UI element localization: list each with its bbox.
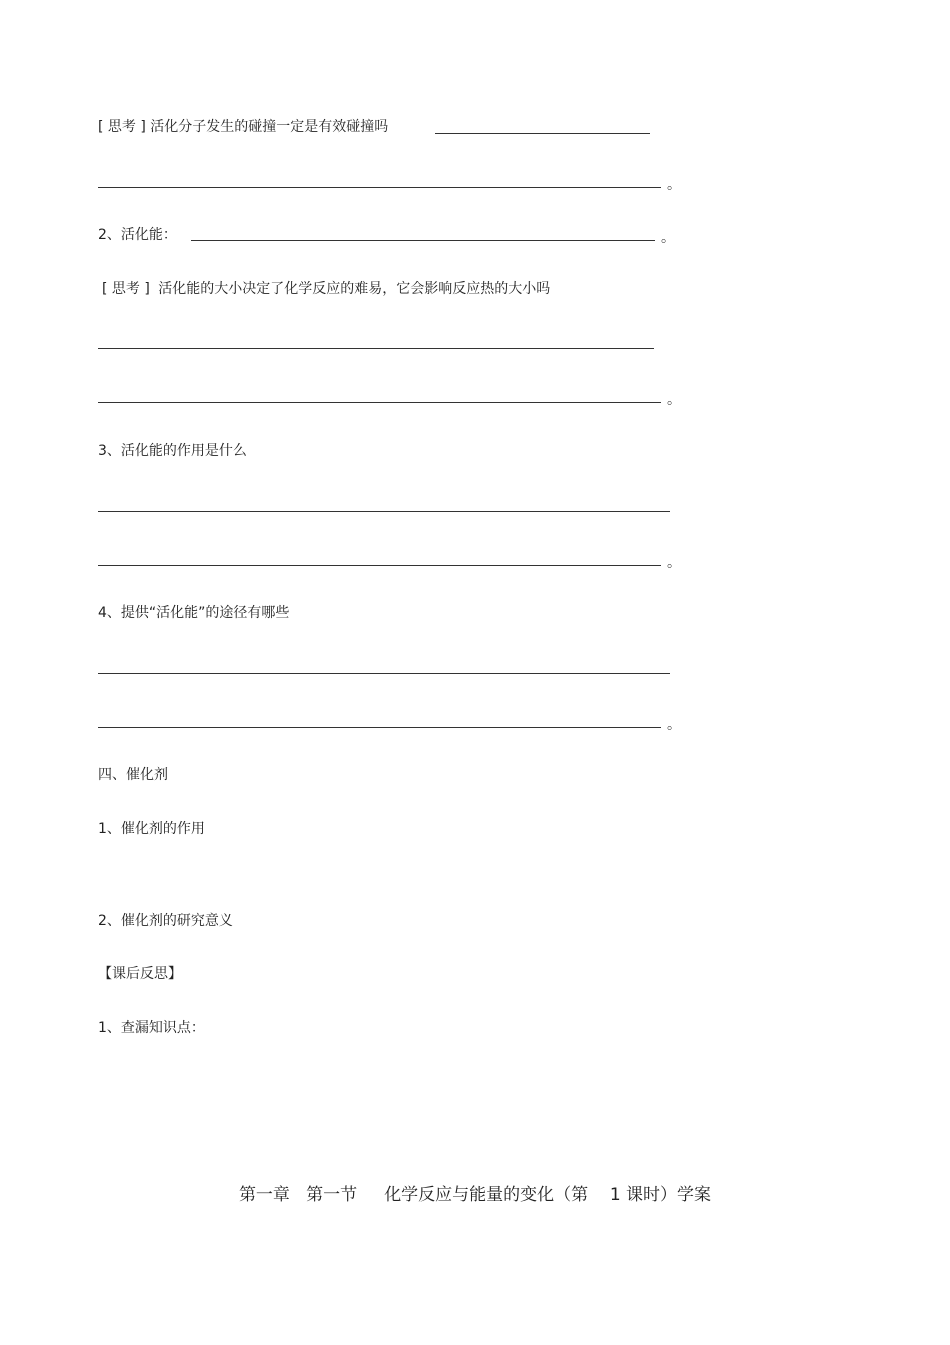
question-activation-sources: 4、提供“活化能”的途径有哪些 — [98, 605, 290, 621]
reflection-check-item: 1、查漏知识点： — [98, 1020, 205, 1036]
answer-blank[interactable] — [98, 348, 654, 349]
answer-blank[interactable] — [98, 511, 670, 512]
period-mark: 。 — [667, 392, 681, 408]
footer-section: 第一节 — [306, 1185, 358, 1205]
think-question-2 — [102, 280, 550, 298]
catalyst-significance-item: 2、催化剂的研究意义 — [98, 913, 233, 929]
catalyst-role-item: 1、催化剂的作用 — [98, 821, 205, 837]
answer-blank[interactable] — [435, 133, 650, 134]
period-mark: 。 — [667, 717, 681, 733]
period-mark: 。 — [667, 177, 681, 193]
answer-blank[interactable] — [98, 187, 661, 188]
footer-lesson: 1 课时）学案 — [609, 1185, 712, 1205]
answer-blank[interactable] — [191, 240, 655, 241]
period-mark: 。 — [667, 555, 681, 571]
page-footer-title — [0, 1184, 950, 1206]
answer-blank[interactable] — [98, 673, 670, 674]
answer-blank[interactable] — [98, 402, 661, 403]
footer-chapter: 第一章 — [238, 1185, 290, 1205]
think-question-1 — [98, 118, 388, 136]
think-bracket: [ 思考 ] — [102, 281, 150, 297]
reflection-title: 【课后反思】 — [98, 966, 182, 982]
footer-topic: 化学反应与能量的变化（第 — [384, 1185, 589, 1205]
section-title-catalyst: 四、催化剂 — [98, 767, 168, 783]
answer-blank[interactable] — [98, 565, 661, 566]
think-text: 活化分子发生的碰撞一定是有效碰撞吗 — [150, 119, 389, 135]
answer-blank[interactable] — [98, 727, 661, 728]
question-activation-role: 3、活化能的作用是什么 — [98, 443, 247, 459]
period-mark: 。 — [661, 230, 675, 246]
question-activation-energy: 2、活化能： — [98, 227, 177, 243]
think-text: 活化能的大小决定了化学反应的难易，它会影响反应热的大小吗 — [158, 281, 551, 297]
think-bracket: [ 思考 ] — [98, 119, 146, 135]
